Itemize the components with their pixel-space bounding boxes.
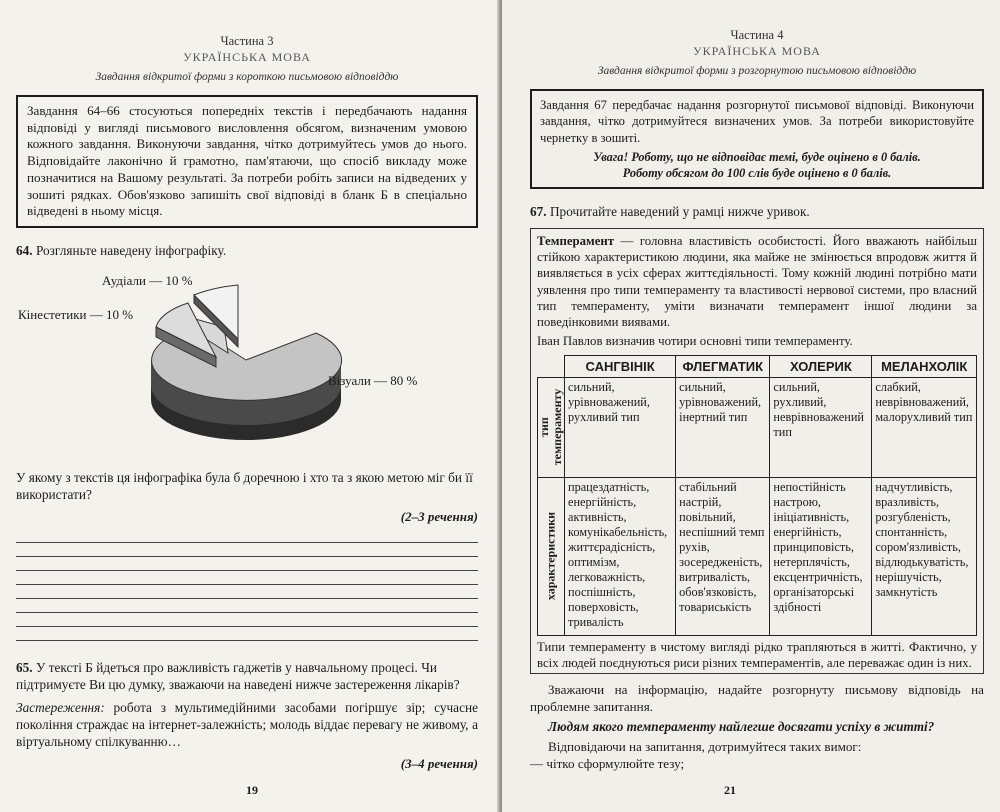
table-row bbox=[538, 377, 977, 477]
table-header: ФЛЕГМАТИК bbox=[676, 355, 770, 377]
answer-lines bbox=[16, 529, 478, 641]
excerpt-text: — головна властивість особистості. Його вважають найбільш стійкою характеристикою людини, яка майже не змінюється впродовж життя й виявляється в усіх сферах життєдіяльності. Тому кожній людині потрібно мати уявлення про типи темпераменту та властивості нервової системи, про власний тип темпераменту, уміти визначати темперамент іншої людини за поведінковими виявами. bbox=[537, 234, 978, 329]
excerpt-paragraph bbox=[537, 233, 977, 330]
part-heading: Частина 3 bbox=[220, 34, 274, 48]
requirement-item: — чітко сформулюйте тезу; bbox=[530, 755, 685, 771]
question-64 bbox=[16, 242, 478, 259]
page-number: 19 bbox=[246, 783, 258, 797]
subject-heading: УКРАЇНСЬКА МОВА bbox=[183, 50, 311, 64]
table-cell: непостійність настрою, ініціативність, енергійність, принциповість, нетерплячість, ексцентричність, організаторські здібності bbox=[770, 477, 872, 635]
row-label-text: тип темпераменту bbox=[537, 389, 564, 466]
answer-line[interactable] bbox=[16, 599, 478, 613]
row-label bbox=[538, 477, 565, 635]
question-text: Прочитайте наведений у рамці нижче уривок. bbox=[549, 204, 810, 220]
problem-question: Людям якого темпераменту найлегше досягати успіху в житті? bbox=[548, 719, 935, 735]
infographic-pie bbox=[16, 265, 478, 465]
answer-length-note: (2–3 речення) bbox=[400, 508, 478, 524]
label-kinesthetic: Кінестетики — 10 % bbox=[18, 306, 134, 322]
part-heading: Частина 4 bbox=[730, 28, 784, 42]
answer-length-note: (3–4 речення) bbox=[400, 755, 478, 771]
question-number: 64. bbox=[16, 242, 33, 258]
table-corner bbox=[538, 355, 565, 377]
requirements-intro: Відповідаючи на запитання, дотримуйтеся таких вимог: bbox=[548, 739, 862, 755]
question-64-text: У якому з текстів ця інфографіка була б доречною і хто та з якою метою міг би її використати? bbox=[16, 469, 473, 502]
task-instruction: Зважаючи на інформацію, надайте розгорнуту письмову відповідь на проблемне запитання. bbox=[530, 682, 984, 714]
caution bbox=[16, 699, 478, 750]
question-number: 67. bbox=[530, 204, 547, 220]
question-67 bbox=[530, 203, 984, 220]
instructions-box: Завдання 64–66 стосуються попередніх текстів і передбачають надання відповіді у вигляді письмового висловлення обсягом, визначеним умовою кожного завдання. Виконуючи завдання, чітко дотримуйтесь умов до нього. Відповідайте лаконічно й грамотно, пам'ятаючи, що спосіб викладу може позначитися на Вашому результаті. За потреби робіть записи на відведених у зошиті рядках. Обов'язково запишіть свої відповіді в бланк Б в спеціально відведені в ньому місця. bbox=[16, 95, 478, 228]
answer-line[interactable] bbox=[16, 529, 478, 543]
table-header: САНГВІНІК bbox=[565, 355, 676, 377]
answer-line[interactable] bbox=[16, 613, 478, 627]
excerpt-footer: Типи темпераменту в чистому вигляді рідко трапляються в житті. Фактично, у всіх людей поєднуються риси різних темпераментів, але переважає один із них. bbox=[537, 639, 977, 670]
table-cell: працездатність, енергійність, активність, комунікабельність, життєрадісність, оптимізм, легковажність, поспішність, поверховість, тривалість bbox=[565, 477, 676, 635]
table-header: МЕЛАНХОЛІК bbox=[872, 355, 977, 377]
warning-2: Роботу обсягом до 100 слів буде оцінено в 0 балів. bbox=[622, 166, 892, 181]
answer-line[interactable] bbox=[16, 585, 478, 599]
table-cell: сильний, рухливий, неврівноважений тип bbox=[770, 377, 872, 477]
table-cell: стабільний настрій, повільний, неспішний темп рухів, зосередженість, витривалість, обов'язковість, товариськість bbox=[676, 477, 770, 635]
table-cell: сильний, урівноважений, інертний тип bbox=[676, 377, 770, 477]
row-label bbox=[538, 377, 565, 477]
answer-line[interactable] bbox=[16, 627, 478, 641]
question-number: 65. bbox=[16, 659, 33, 675]
row-label-text: характеристики bbox=[543, 512, 558, 601]
answer-line[interactable] bbox=[16, 543, 478, 557]
pavlov-line: Іван Павлов визначив чотири основні типи темпераменту. bbox=[537, 333, 853, 348]
table-row bbox=[538, 477, 977, 635]
caution-label: Застереження: bbox=[16, 699, 105, 715]
question-text: У тексті Б йдеться про важливість гаджетів у навчальному процесі. Чи підтримуєте Ви цю думку, зважаючи на наведені нижче застереження лікарів? bbox=[16, 659, 460, 692]
task-type-heading: Завдання відкритої форми з розгорнутою письмовою відповіддю bbox=[597, 65, 917, 77]
answer-line[interactable] bbox=[16, 571, 478, 585]
subject-heading: УКРАЇНСЬКА МОВА bbox=[693, 44, 821, 58]
label-visual: Візуали — 80 % bbox=[328, 372, 418, 388]
pie-chart bbox=[16, 265, 476, 465]
table-cell: надчутливість, вразливість, розгубленість, спонтанність, сором'язливість, відлюдькуватість, нерішучість, замкнутість bbox=[872, 477, 977, 635]
table-cell: слабкий, неврівноважений, малорухливий тип bbox=[872, 377, 977, 477]
caution-text: робота з мультимедійними засобами погіршує зір; сучасне покоління страждає на інтернет-залежність; молодь віддає перевагу не живому, а віртуальному спілкуванню… bbox=[16, 699, 479, 749]
right-page bbox=[502, 0, 1000, 812]
label-audial: Аудіали — 10 % bbox=[102, 272, 193, 288]
table-header-row bbox=[538, 355, 977, 377]
excerpt-frame bbox=[530, 228, 984, 674]
answer-line[interactable] bbox=[16, 557, 478, 571]
table-cell: сильний, урівноважений, рухливий тип bbox=[565, 377, 676, 477]
question-65 bbox=[16, 659, 478, 693]
task-type-heading: Завдання відкритої форми з короткою письмовою відповіддю bbox=[95, 71, 399, 83]
temperament-table bbox=[537, 355, 977, 636]
instructions-box bbox=[530, 89, 984, 189]
table-header: ХОЛЕРИК bbox=[770, 355, 872, 377]
excerpt-term: Темперамент bbox=[537, 234, 615, 249]
page-number: 21 bbox=[724, 783, 736, 797]
question-text: Розгляньте наведену інфографіку. bbox=[35, 242, 227, 258]
warning-1: Увага! Роботу, що не відповідає темі, буде оцінено в 0 балів. bbox=[593, 150, 921, 165]
instructions-text: Завдання 67 передбачає надання розгорнутої письмової відповіді. Виконуючи завдання, чітко дотримуйтеся визначених умов. За потреби використовуйте чернетку в зошиті. bbox=[540, 98, 974, 145]
